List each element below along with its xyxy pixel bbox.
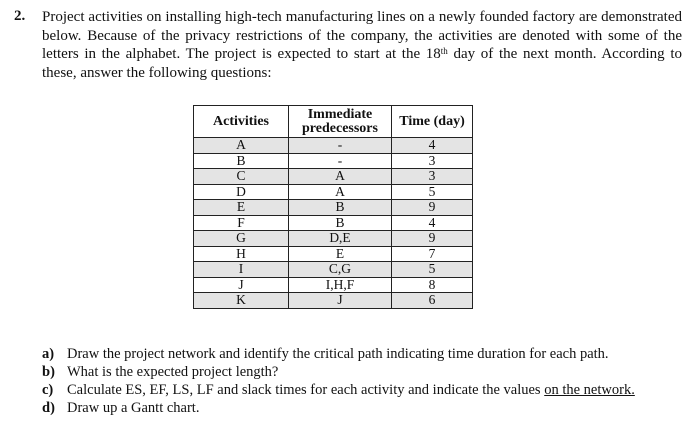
subquestion-a: [42, 345, 682, 363]
table-row: [194, 293, 473, 309]
activity-cell: C: [194, 169, 289, 185]
paragraph-text-1: Project activities on installing high-tech manufacturing lines on a newly founded factory are demonstrated below. Because of the privacy restrictions of the company, the activities are denoted with some of the letters in the alphabet. The project is expected to start at the 18: [42, 9, 682, 62]
time-cell: 5: [392, 184, 473, 200]
predecessors-cell: B: [289, 215, 392, 231]
time-cell: 4: [392, 138, 473, 154]
activity-cell: I: [194, 262, 289, 278]
subquestion-label: a): [42, 346, 55, 362]
predecessors-cell: -: [289, 153, 392, 169]
table-row: [194, 138, 473, 154]
predecessors-cell: D,E: [289, 231, 392, 247]
time-cell: 4: [392, 215, 473, 231]
subquestion-text: What is the expected project length?: [67, 364, 279, 380]
question-number: 2.: [14, 8, 26, 24]
predecessors-cell: I,H,F: [289, 277, 392, 293]
subquestion-list: [42, 345, 682, 417]
table-row: [194, 231, 473, 247]
subquestion-c: [42, 381, 682, 399]
activity-cell: A: [194, 138, 289, 154]
predecessors-cell: -: [289, 138, 392, 154]
header-activities: Activities: [194, 106, 289, 138]
table-row: [194, 277, 473, 293]
predecessors-cell: B: [289, 200, 392, 216]
table-row: [194, 246, 473, 262]
activity-cell: G: [194, 231, 289, 247]
predecessors-cell: A: [289, 169, 392, 185]
activity-cell: H: [194, 246, 289, 262]
subquestion-b: [42, 363, 682, 381]
time-cell: 7: [392, 246, 473, 262]
table-row: [194, 215, 473, 231]
activity-cell: K: [194, 293, 289, 309]
subquestion-label: c): [42, 382, 54, 398]
predecessors-cell: A: [289, 184, 392, 200]
time-cell: 9: [392, 200, 473, 216]
question-paragraph: [42, 8, 682, 82]
table-row: [194, 169, 473, 185]
subquestion-text: Calculate ES, EF, LS, LF and slack times for each activity and indicate the values: [67, 382, 545, 398]
header-time: Time (day): [392, 106, 473, 138]
time-cell: 8: [392, 277, 473, 293]
time-cell: 5: [392, 262, 473, 278]
time-cell: 6: [392, 293, 473, 309]
header-predecessors: Immediate predecessors: [289, 106, 392, 138]
activity-cell: D: [194, 184, 289, 200]
table-row: [194, 184, 473, 200]
subquestion-label: b): [42, 364, 55, 380]
ordinal-suffix: th: [440, 46, 448, 56]
subquestion-text: Draw up a Gantt chart.: [67, 400, 200, 416]
underlined-text: on the network.: [544, 382, 635, 398]
predecessors-cell: C,G: [289, 262, 392, 278]
subquestion-label: d): [42, 400, 55, 416]
activity-cell: E: [194, 200, 289, 216]
table-row: [194, 262, 473, 278]
activities-table: [193, 105, 473, 309]
subquestion-d: [42, 399, 682, 417]
table-row: [194, 200, 473, 216]
time-cell: 3: [392, 153, 473, 169]
predecessors-cell: J: [289, 293, 392, 309]
time-cell: 3: [392, 169, 473, 185]
predecessors-cell: E: [289, 246, 392, 262]
table-row: [194, 153, 473, 169]
activity-cell: F: [194, 215, 289, 231]
subquestion-text: Draw the project network and identify the critical path indicating time duration for each path.: [67, 346, 609, 362]
activity-cell: B: [194, 153, 289, 169]
paragraph-text-2: day of the next month. According to these, answer the following questions:: [42, 46, 682, 81]
activity-cell: J: [194, 277, 289, 293]
time-cell: 9: [392, 231, 473, 247]
table-header-row: [194, 106, 473, 138]
